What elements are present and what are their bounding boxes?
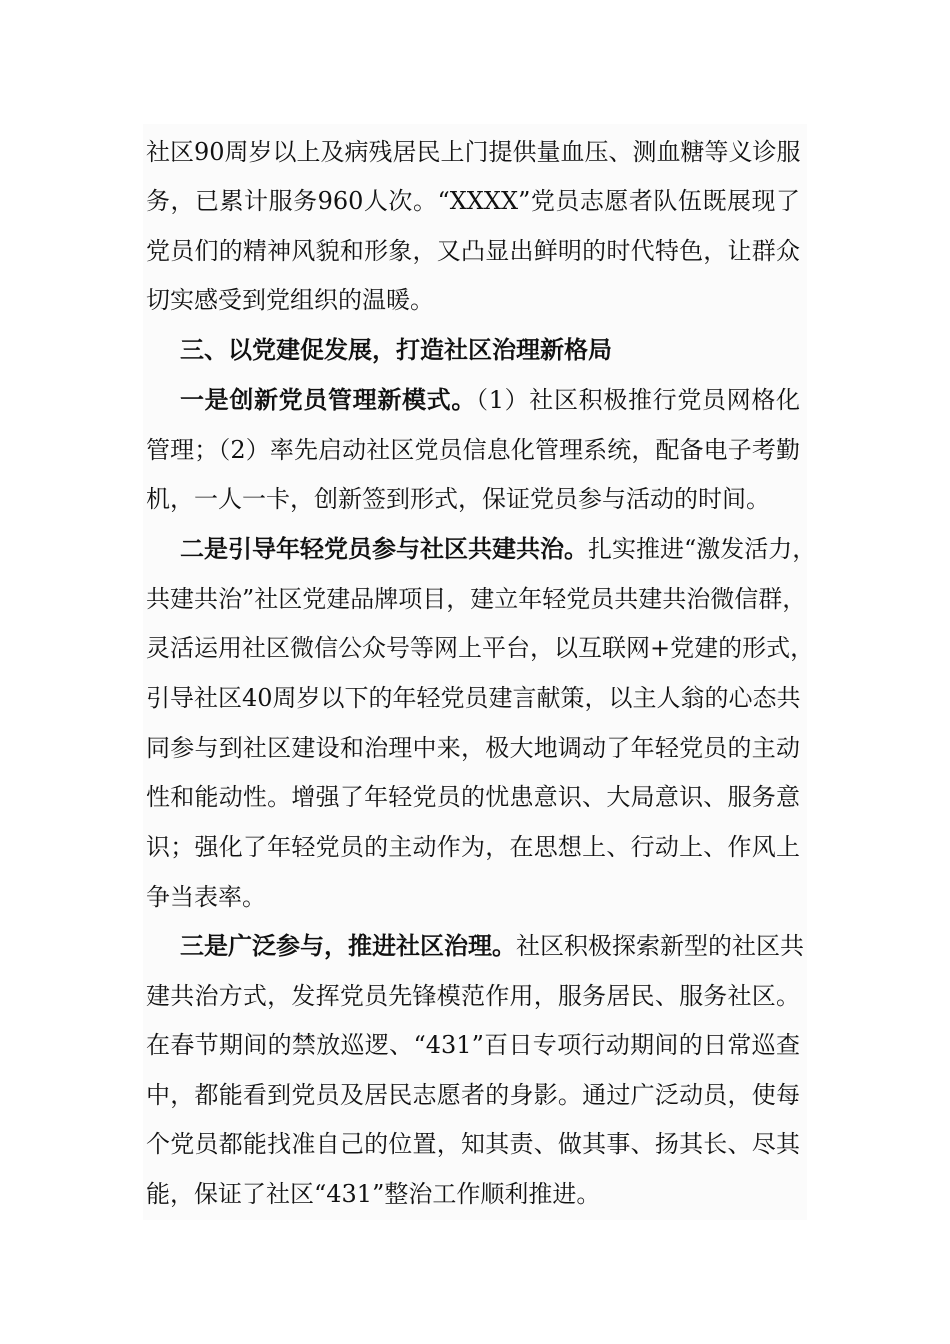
paragraph-line: 切实感受到党组织的温暖。 [146, 286, 434, 314]
paragraph-line: 同参与到社区建设和治理中来，极大地调动了年轻党员的主动 [146, 734, 800, 762]
paragraph-line: 管理；（2）率先启动社区党员信息化管理系统，配备电子考勤 [146, 436, 800, 464]
paragraph-line: 引导社区40周岁以下的年轻党员建言献策，以主人翁的心态共 [146, 684, 801, 712]
paragraph-line: 性和能动性。增强了年轻党员的忧患意识、大局意识、服务意 [146, 783, 800, 811]
paragraph-line: 中，都能看到党员及居民志愿者的身影。通过广泛动员，使每 [146, 1081, 800, 1109]
item-3-first-line [180, 926, 804, 966]
item-1-text: （1）社区积极推行党员网格化 [476, 386, 800, 414]
paragraph-line: 在春节期间的禁放巡逻、“431”百日专项行动期间的日常巡查 [146, 1031, 800, 1059]
paragraph-line: 机，一人一卡，创新签到形式，保证党员参与活动的时间。 [146, 485, 770, 513]
item-1-first-line [180, 380, 800, 420]
item-1-lead: 一是创新党员管理新模式。 [180, 386, 477, 414]
section-heading: 三、以党建促发展，打造社区治理新格局 [180, 336, 612, 364]
item-2-text: 扎实推进“激发活力， [588, 535, 817, 563]
paragraph-line: 建共治方式，发挥党员先锋模范作用，服务居民、服务社区。 [146, 982, 800, 1010]
paragraph-line: 党员们的精神风貌和形象，又凸显出鲜明的时代特色，让群众 [146, 237, 800, 265]
item-3-text: 社区积极探索新型的社区共 [516, 932, 804, 960]
paragraph-line: 能，保证了社区“431”整治工作顺利推进。 [146, 1180, 601, 1208]
item-2-lead: 二是引导年轻党员参与社区共建共治。 [180, 535, 588, 563]
paragraph-line: 务，已累计服务960人次。“XXXX”党员志愿者队伍既展现了 [146, 187, 800, 215]
paragraph-line: 识；强化了年轻党员的主动作为，在思想上、行动上、作风上 [146, 833, 800, 861]
paragraph-line: 灵活运用社区微信公众号等网上平台，以互联网+党建的形式， [146, 634, 815, 662]
item-2-first-line [180, 529, 817, 569]
paragraph-line: 争当表率。 [146, 883, 266, 911]
paragraph-line: 社区90周岁以上及病残居民上门提供量血压、测血糖等义诊服 [146, 138, 801, 166]
item-3-lead: 三是广泛参与，推进社区治理。 [180, 932, 516, 960]
paragraph-line: 共建共治”社区党建品牌项目，建立年轻党员共建共治微信群， [146, 585, 807, 613]
paragraph-line: 个党员都能找准自己的位置，知其责、做其事、扬其长、尽其 [146, 1130, 800, 1158]
